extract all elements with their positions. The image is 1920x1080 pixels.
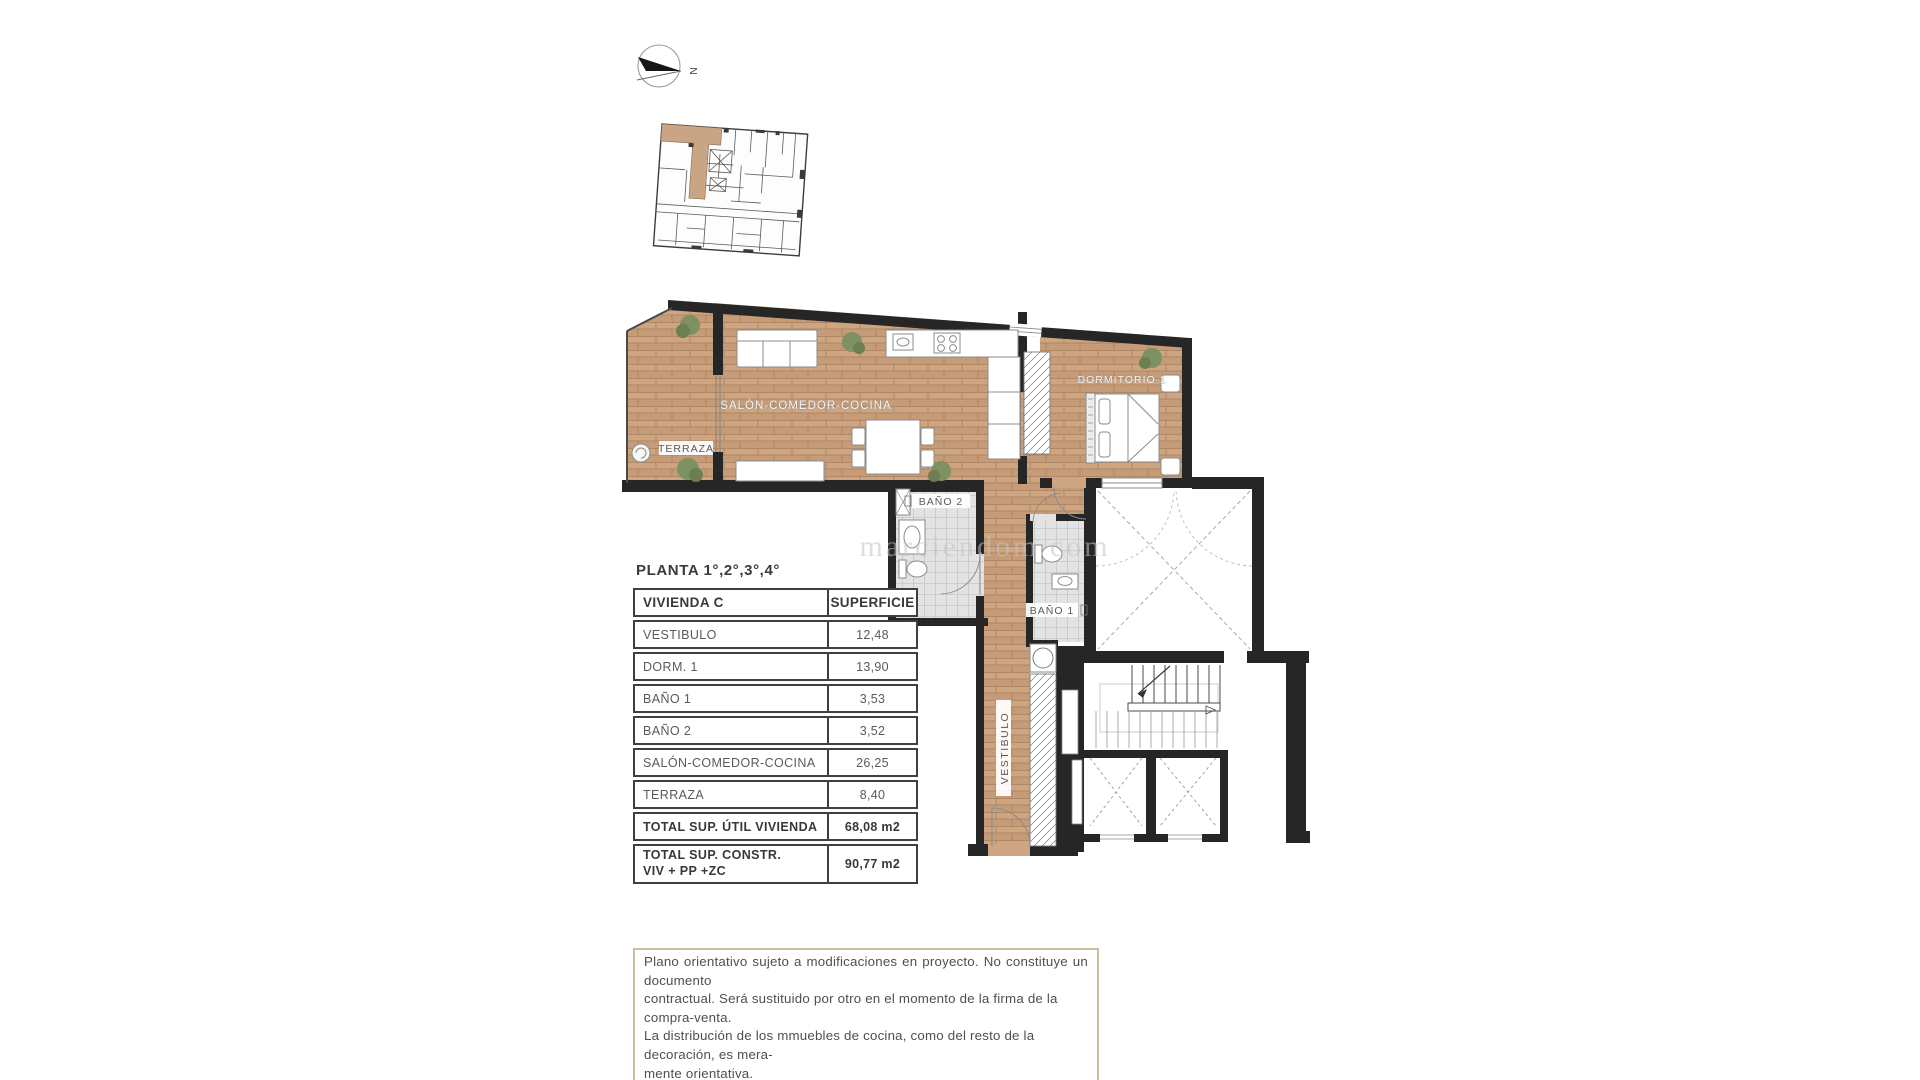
total-label: TOTAL SUP. ÚTIL VIVIENDA bbox=[635, 814, 829, 839]
table-row bbox=[633, 652, 918, 681]
plan-title: PLANTA 1°,2°,3°,4° bbox=[636, 562, 780, 579]
bathroom2-toilet bbox=[907, 561, 927, 577]
key-plan bbox=[653, 123, 807, 256]
total-label-line2: VIV + PP +ZC bbox=[643, 864, 727, 878]
row-label: DORM. 1 bbox=[635, 654, 829, 679]
nightstand bbox=[1161, 458, 1180, 475]
row-label: TERRAZA bbox=[635, 782, 829, 807]
elevators bbox=[1072, 758, 1216, 826]
label-vestibulo: VESTIBULO bbox=[999, 711, 1011, 785]
row-label: BAÑO 2 bbox=[635, 718, 829, 743]
row-value: 26,25 bbox=[856, 755, 889, 770]
terrace-chair bbox=[632, 444, 650, 462]
disclaimer-line: La distribución de los mmuebles de cocina, como del resto de la decoración, es mera- bbox=[644, 1028, 1035, 1062]
lightwell bbox=[1096, 489, 1252, 651]
total-value: 68,08 m2 bbox=[844, 819, 901, 834]
row-value: 13,90 bbox=[856, 659, 889, 674]
table-row bbox=[633, 780, 918, 809]
disclaimer-line: mente orientativa. bbox=[644, 1065, 754, 1080]
table-total-row bbox=[633, 812, 918, 841]
header-superficie: SUPERFICIE bbox=[830, 595, 915, 610]
row-label: VESTIBULO bbox=[635, 622, 829, 647]
table-total-row bbox=[633, 844, 918, 884]
table-row bbox=[633, 716, 918, 745]
row-value: 8,40 bbox=[859, 787, 886, 802]
compass-north-label: N bbox=[687, 67, 698, 75]
kitchen-side-counter bbox=[988, 357, 1020, 459]
label-dormitorio: DORMITORIO 1 bbox=[1077, 374, 1167, 386]
total-value: 90,77 m2 bbox=[844, 857, 901, 871]
bed-headboard bbox=[1086, 393, 1095, 463]
disclaimer-line: Plano orientativo sujeto a modificaciones en proyecto. No constituye un documento bbox=[644, 954, 1088, 988]
sofa bbox=[737, 330, 817, 367]
watermark: marciendom com bbox=[859, 530, 1111, 563]
row-value: 3,52 bbox=[859, 723, 886, 738]
corridor-closet bbox=[1030, 674, 1056, 846]
total-label-line1: TOTAL SUP. CONSTR. bbox=[643, 848, 782, 863]
row-label: BAÑO 1 bbox=[635, 686, 829, 711]
header-vivienda: VIVIENDA C bbox=[635, 590, 829, 615]
total-label bbox=[635, 846, 829, 882]
label-bano1: BAÑO 1 bbox=[1029, 605, 1075, 617]
row-value: 3,53 bbox=[859, 691, 886, 706]
disclaimer-line: contractual. Será sustituido por otro en el momento de la firma de la compra-venta. bbox=[644, 991, 1058, 1025]
table-row bbox=[633, 620, 918, 649]
table-header-row bbox=[633, 588, 918, 617]
row-value: 12,48 bbox=[856, 627, 889, 642]
table-row bbox=[633, 684, 918, 713]
row-label: SALÓN-COMEDOR-COCINA bbox=[635, 750, 829, 775]
label-bano2: BAÑO 2 bbox=[918, 496, 964, 508]
dining-table bbox=[866, 420, 920, 474]
disclaimer-box bbox=[633, 948, 1099, 1080]
table-row bbox=[633, 748, 918, 777]
area-table bbox=[633, 588, 918, 887]
compass-icon bbox=[637, 45, 698, 87]
stairs bbox=[1096, 665, 1220, 748]
label-terraza: TERRAZA bbox=[657, 443, 715, 455]
sideboard bbox=[736, 461, 824, 481]
wardrobe bbox=[1024, 352, 1050, 454]
label-salon: SALÓN-COMEDOR-COCINA bbox=[720, 400, 892, 412]
